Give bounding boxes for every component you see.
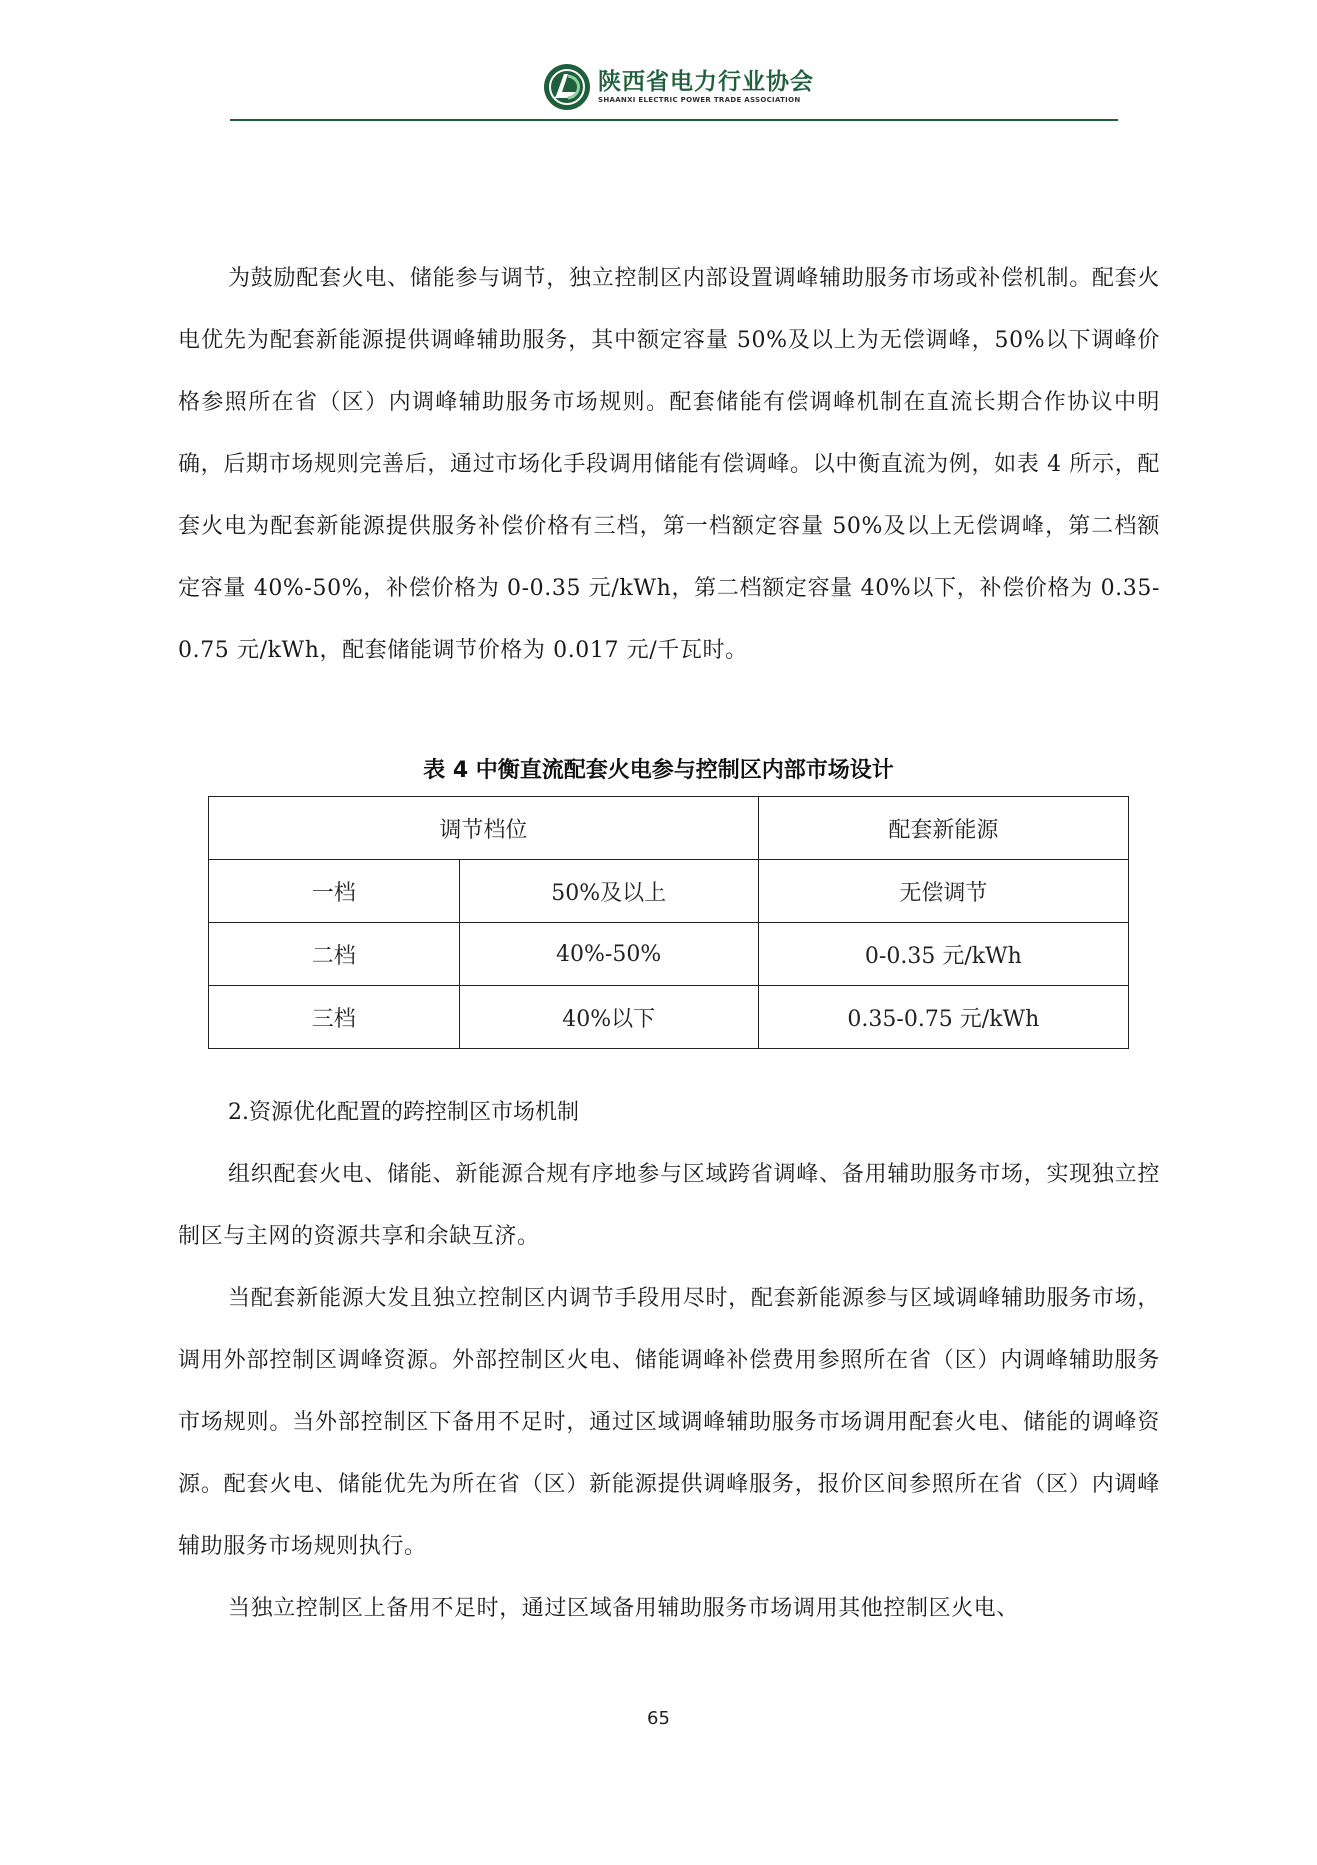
body-text-lower xyxy=(178,1082,1160,1640)
paragraph: 当配套新能源大发且独立控制区内调节手段用尽时，配套新能源参与区域调峰辅助服务市场，调用外部控制区调峰资源。外部控制区火电、储能调峰补偿费用参照所在省（区）内调峰辅助服务市场规则。当外部控制区下备用不足时，通过区域调峰辅助服务市场调用配套火电、储能的调峰资源。配套火电、储能优先为所在省（区）新能源提供调峰服务，报价区间参照所在省（区）内调峰辅助服务市场规则执行。 xyxy=(178,1286,1160,1559)
paragraph-intro: 为鼓励配套火电、储能参与调节，独立控制区内部设置调峰辅助服务市场或补偿机制。配套火电优先为配套新能源提供调峰辅助服务，其中额定容量 50%及以上为无偿调峰，50%以下调峰价格参照所在省（区）内调峰辅助服务市场规则。配套储能有偿调峰机制在直流长期合作协议中明确，后期市场规则完善后，通过市场化手段调用储能有偿调峰。以中衡直流为例，如表 4 所示，配套火电为配套新能源提供服务补偿价格有三档，第一档额定容量 50%及以上无偿调峰，第二档额定容量 40%-50%，补偿价格为 0-0.35 元/kWh，第二档额定容量 40%以下，补偿价格为 0.35-0.75 元/kWh，配套储能调节价格为 0.017 元/千瓦时。 xyxy=(178,266,1160,663)
table-header-row xyxy=(209,797,1129,860)
table-cell: 40%以下 xyxy=(459,986,758,1049)
page-header xyxy=(230,62,1118,122)
market-design-table xyxy=(208,796,1129,1049)
table-cell: 二档 xyxy=(209,923,460,986)
page-number: 65 xyxy=(647,1708,670,1729)
table-header-cell: 调节档位 xyxy=(209,797,759,860)
table-cell: 0-0.35 元/kWh xyxy=(758,923,1128,986)
org-name-english: SHAANXI ELECTRIC POWER TRADE ASSOCIATION xyxy=(598,96,801,104)
association-logo-icon xyxy=(542,62,592,112)
table-cell: 40%-50% xyxy=(459,923,758,986)
section-heading: 2.资源优化配置的跨控制区市场机制 xyxy=(228,1100,579,1125)
org-name-chinese: 陕西省电力行业协会 xyxy=(598,69,814,95)
table-cell: 0.35-0.75 元/kWh xyxy=(758,986,1128,1049)
org-logo xyxy=(542,62,814,112)
table-cell: 50%及以上 xyxy=(459,860,758,923)
table-cell: 一档 xyxy=(209,860,460,923)
body-text-upper xyxy=(178,248,1160,682)
table-row xyxy=(209,923,1129,986)
table-cell: 无偿调节 xyxy=(758,860,1128,923)
table-row xyxy=(209,860,1129,923)
table-caption: 表 4 中衡直流配套火电参与控制区内部市场设计 xyxy=(423,758,894,783)
header-divider xyxy=(230,119,1118,121)
paragraph: 组织配套火电、储能、新能源合规有序地参与区域跨省调峰、备用辅助服务市场，实现独立控制区与主网的资源共享和余缺互济。 xyxy=(178,1162,1160,1249)
table-header-cell: 配套新能源 xyxy=(758,797,1128,860)
paragraph: 当独立控制区上备用不足时，通过区域备用辅助服务市场调用其他控制区火电、 xyxy=(228,1596,1020,1621)
table-row xyxy=(209,986,1129,1049)
table-cell: 三档 xyxy=(209,986,460,1049)
